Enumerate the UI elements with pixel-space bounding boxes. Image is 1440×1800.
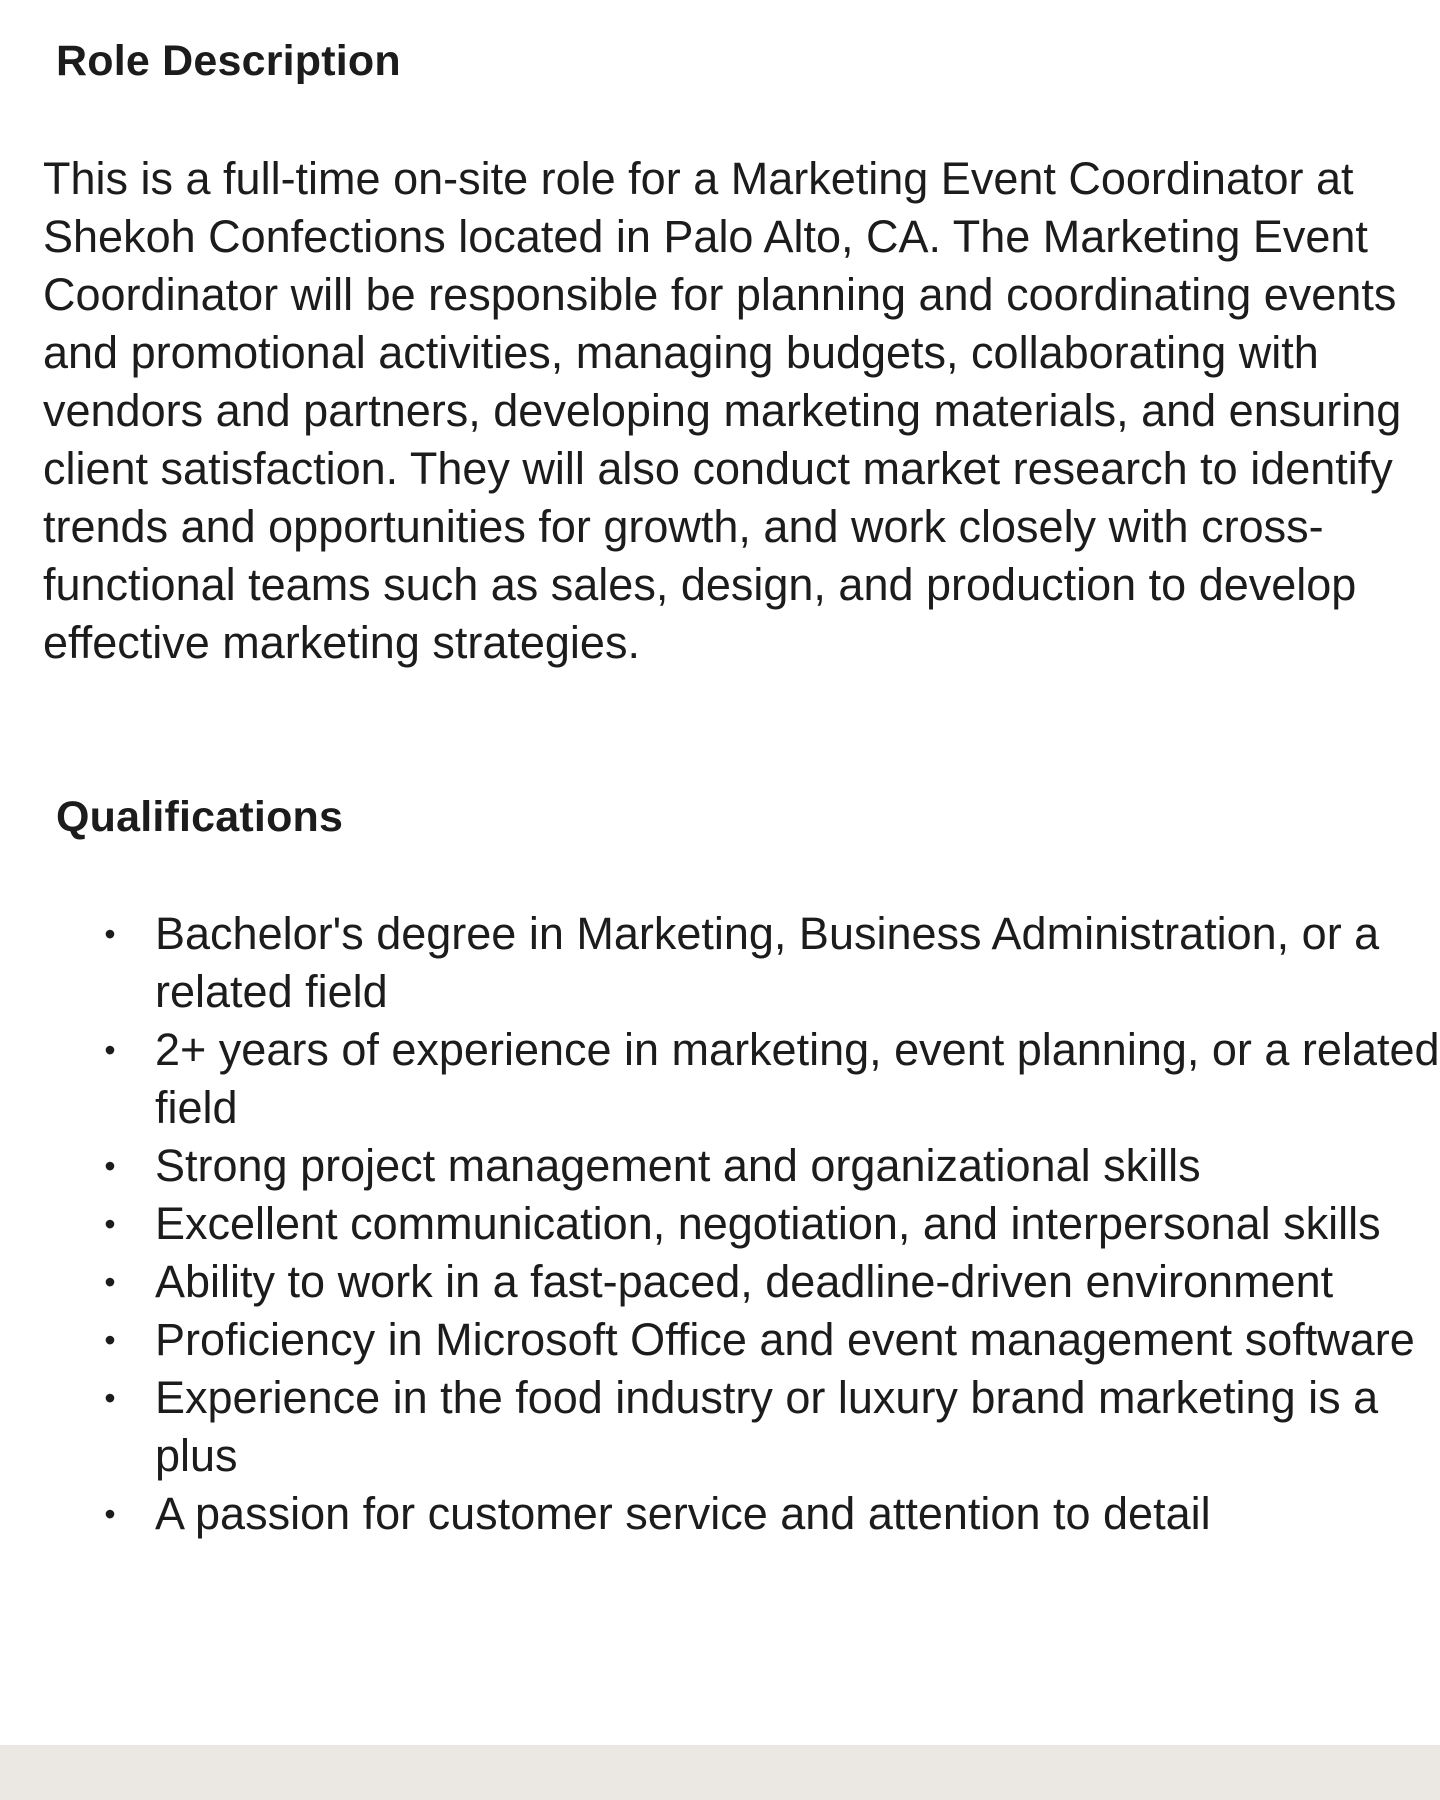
bullet-icon: • [104,1148,116,1184]
qualification-text: Experience in the food industry or luxury brand marketing is a plus [155,1372,1379,1481]
bullet-icon: • [104,1206,116,1242]
qualifications-list [0,905,1440,1543]
list-item [0,1369,1440,1485]
bullet-icon: • [104,916,116,952]
role-description-heading: Role Description [56,37,401,85]
list-item [0,905,1440,1021]
bullet-icon: • [104,1032,116,1068]
role-description-text: This is a full-time on-site role for a Marketing Event Coordinator at Shekoh Confections located in Palo Alto, CA. The Marketing Event Coordinator will be responsible for planning and coordinating events and promotional activities, managing budgets, collaborating with vendors and partners, developing marketing materials, and ensuring client satisfaction. They will also conduct market research to identify trends and opportunities for growth, and work closely with cross-functional teams such as sales, design, and production to develop effective marketing strategies. [43,153,1402,668]
list-item [0,1195,1440,1253]
bullet-icon: • [104,1380,116,1416]
qualification-text: A passion for customer service and attention to detail [155,1488,1211,1539]
list-item [0,1485,1440,1543]
list-item [0,1253,1440,1311]
list-item [0,1311,1440,1369]
bullet-icon: • [104,1496,116,1532]
qualification-text: Strong project management and organizational skills [155,1140,1201,1191]
bottom-bar [0,1745,1440,1800]
qualification-text: Bachelor's degree in Marketing, Business Administration, or a related field [155,908,1380,1017]
qualification-text: Excellent communication, negotiation, and interpersonal skills [155,1198,1381,1249]
qualification-text: 2+ years of experience in marketing, event planning, or a related field [155,1024,1440,1133]
list-item [0,1137,1440,1195]
bullet-icon: • [104,1264,116,1300]
qualification-text: Ability to work in a fast-paced, deadline-driven environment [155,1256,1334,1307]
bullet-icon: • [104,1322,116,1358]
qualification-text: Proficiency in Microsoft Office and event management software [155,1314,1415,1365]
list-item [0,1021,1440,1137]
qualifications-heading: Qualifications [56,793,344,841]
